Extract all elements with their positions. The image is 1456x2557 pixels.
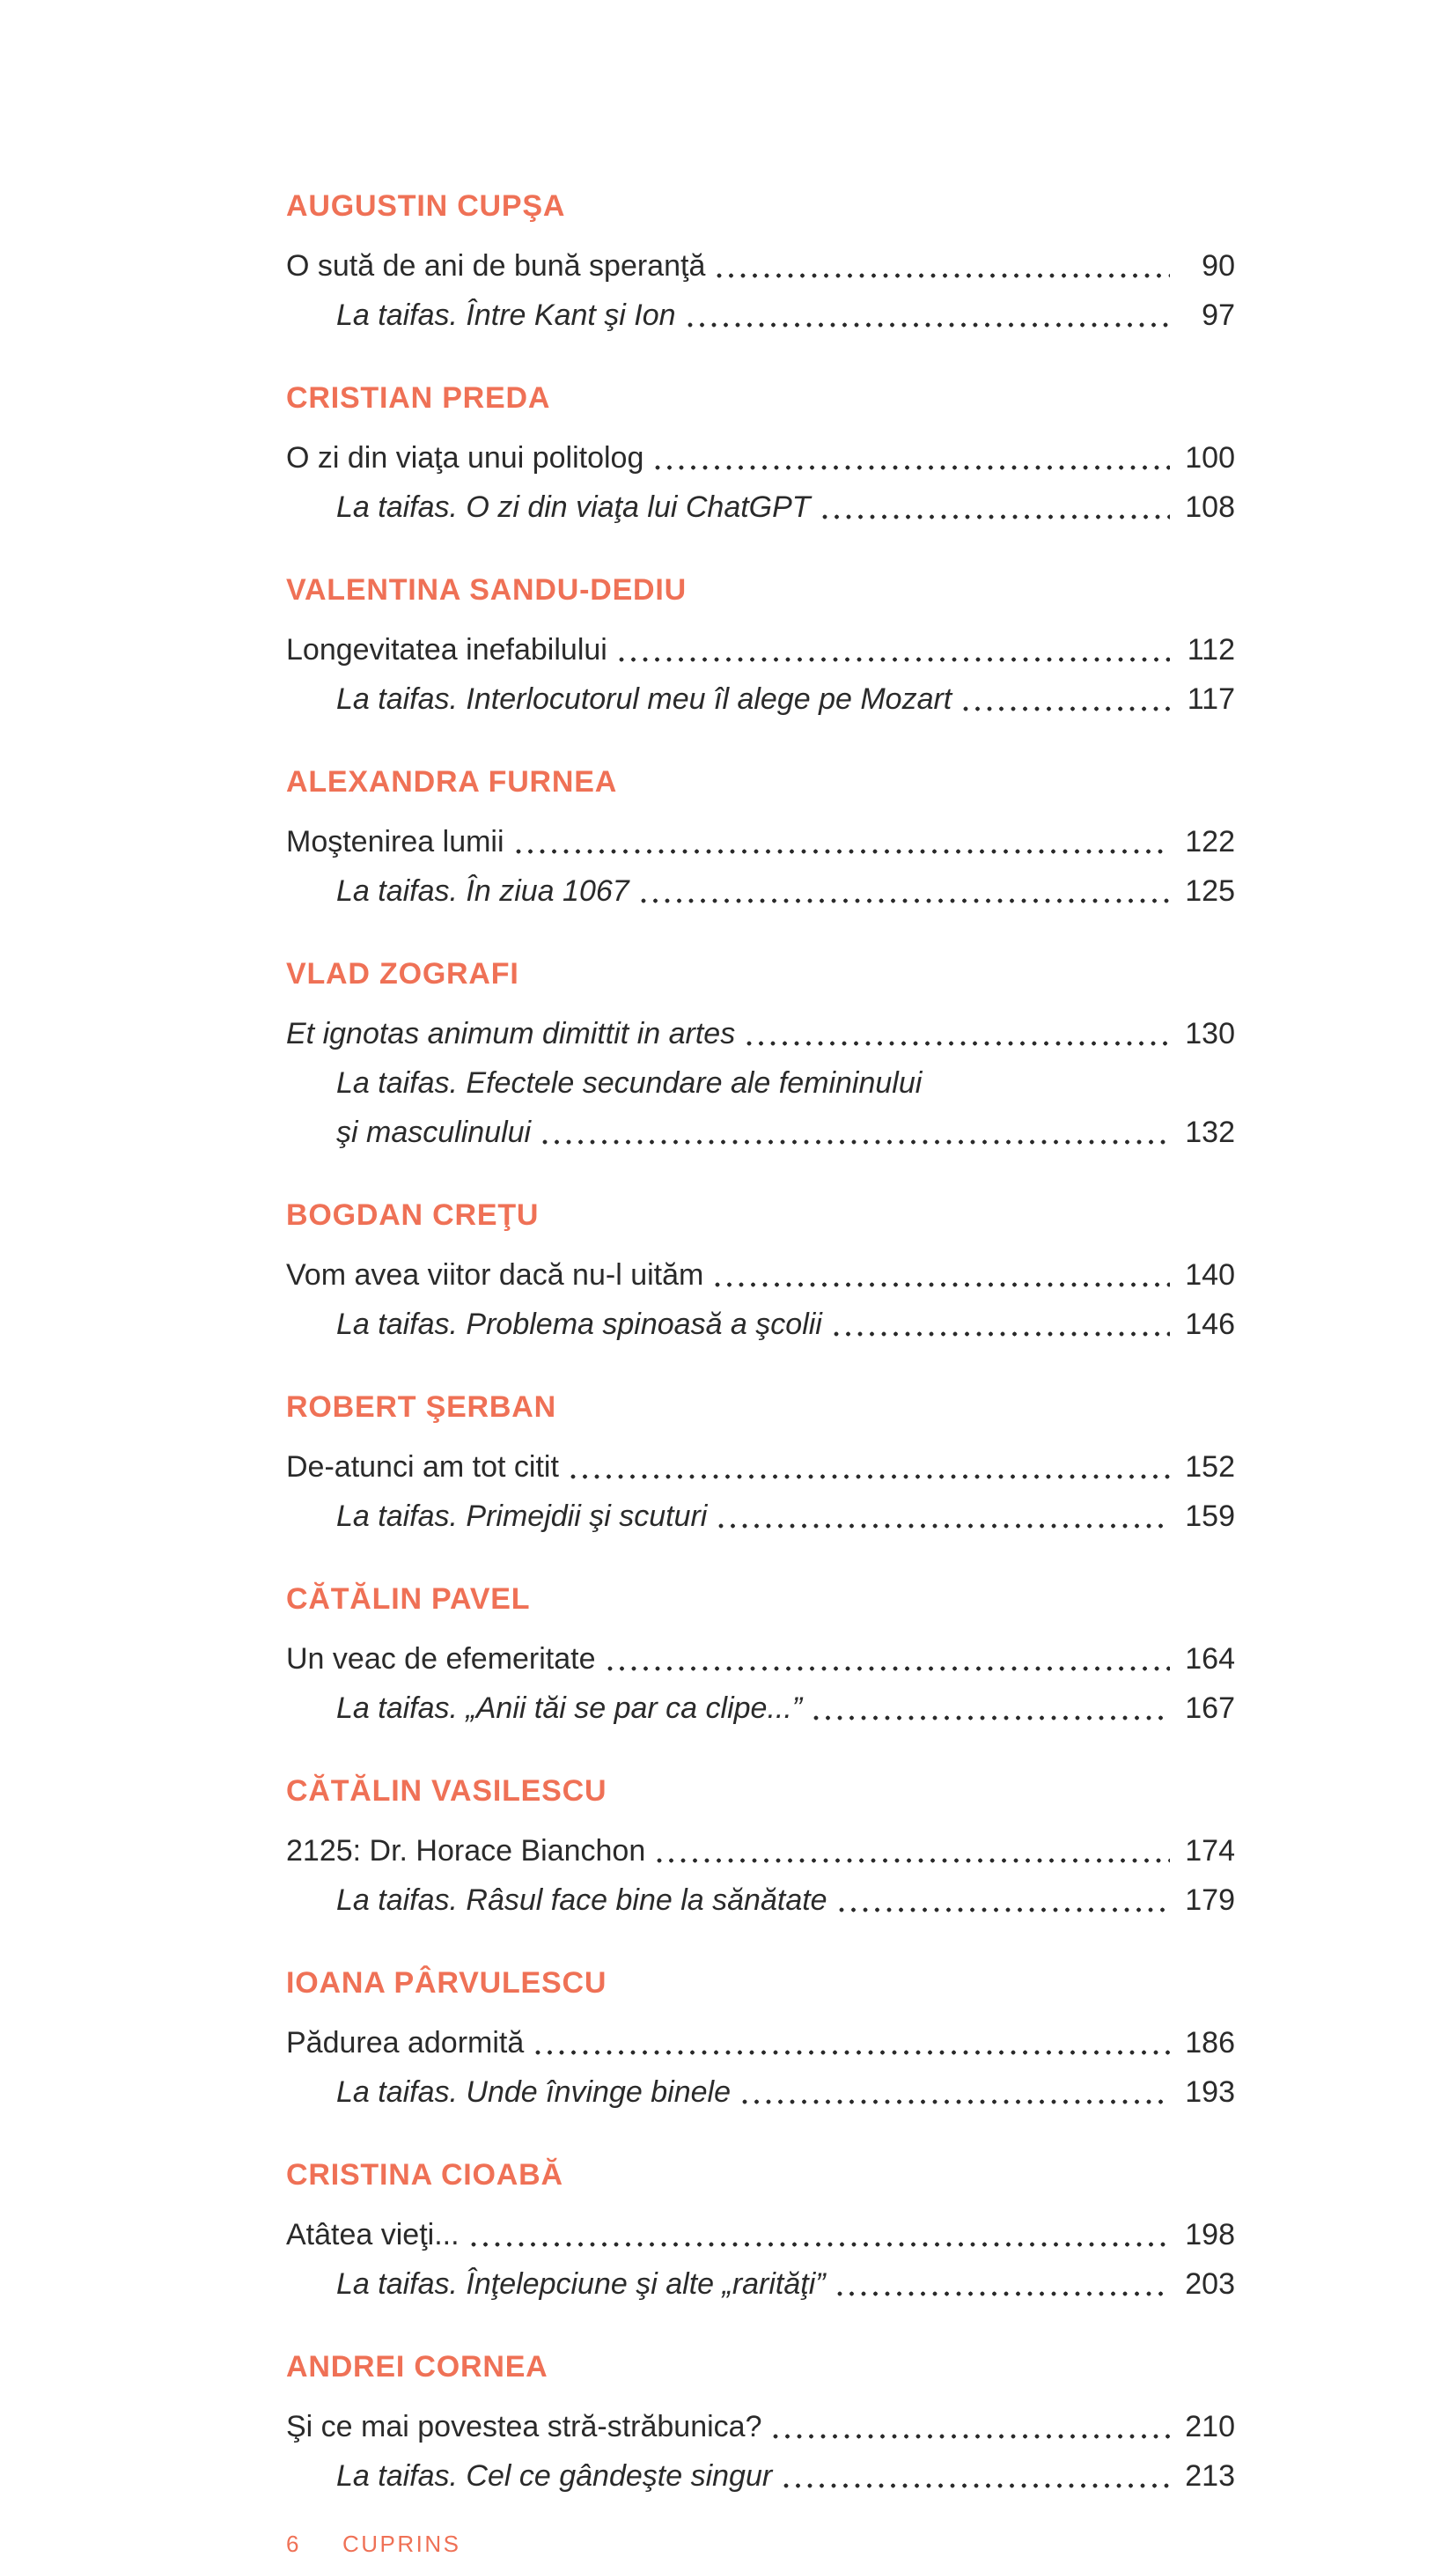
entry-title: La taifas. Unde învinge binele [336,2075,731,2109]
toc-entry-line [286,625,1235,674]
toc-section [286,1197,1235,1349]
dot-leader [515,848,1170,855]
entry-page-number: 174 [1185,1834,1235,1868]
entry-page-number: 125 [1185,874,1235,908]
entry-title: O zi din viaţa unui politolog [286,441,644,475]
dot-leader [716,272,1170,279]
entry-title: O sută de ani de bună speranţă [286,249,706,283]
toc-section [286,188,1235,340]
author-name: IOANA PÂRVULESCU [286,1966,607,2000]
entry-page-number: 213 [1185,2459,1235,2493]
author-name: CRISTINA CIOABĂ [286,2158,563,2192]
toc-entry-line [286,1442,1235,1492]
entry-title: La taifas. Râsul face bine la sănătate [336,1883,827,1917]
toc-entry-line [336,1058,1235,1108]
toc-section [286,2349,1235,2501]
entry-title: Et ignotas animum dimittit in artes [286,1017,736,1050]
dot-leader [833,1330,1170,1337]
toc-entry-line [286,2402,1235,2451]
toc-entry-line [286,1634,1235,1684]
toc-entry-line [336,2259,1235,2309]
dot-leader [772,2433,1170,2440]
toc-entry-line [286,1826,1235,1875]
toc-section [286,1773,1235,1925]
entry-page-number: 159 [1185,1500,1235,1533]
toc-entry-line [336,1875,1235,1925]
entry-page-number: 186 [1185,2026,1235,2060]
footer-chapter-label: CUPRINS [342,2531,461,2557]
entry-page-number: 100 [1185,441,1235,475]
toc-entry-line [336,291,1235,340]
entry-title: De-atunci am tot citit [286,1450,559,1484]
toc-section [286,1389,1235,1541]
entry-title: La taifas. În ziua 1067 [336,874,629,908]
entry-page-number: 130 [1185,1017,1235,1050]
toc-section [286,1965,1235,2117]
toc-entry-line [336,866,1235,916]
entry-page-number: 90 [1202,249,1235,283]
entry-title: La taifas. Efectele secundare ale femininului [336,1066,923,1100]
entry-title: Atâtea vieţi... [286,2218,460,2251]
entry-title: Vom avea viitor dacă nu-l uităm [286,1258,704,1292]
entry-title: La taifas. Între Kant şi Ion [336,298,676,332]
dot-leader [541,1138,1170,1146]
entry-page-number: 132 [1185,1116,1235,1149]
toc-entry-line [336,674,1235,724]
toc-entry-line [336,2451,1235,2501]
entry-page-number: 164 [1185,1642,1235,1676]
entry-title: La taifas. Cel ce gândeşte singur [336,2459,773,2493]
toc-entry-line [336,1492,1235,1541]
toc-entry-line [336,1300,1235,1349]
toc-entry-line [286,2018,1235,2067]
author-name: ROBERT ŞERBAN [286,1390,556,1424]
toc-section [286,572,1235,724]
entry-title: Şi ce mai povestea stră-străbunica? [286,2410,762,2443]
toc-section [286,764,1235,916]
entry-page-number: 193 [1185,2075,1235,2109]
toc-list [286,188,1235,2557]
entry-title: şi masculinului [336,1116,532,1149]
author-name: CĂTĂLIN PAVEL [286,1582,531,1616]
page-footer [286,2531,1235,2557]
toc-section [286,380,1235,532]
entry-page-number: 198 [1185,2218,1235,2251]
toc-entry-line [286,1009,1235,1058]
dot-leader [640,897,1170,904]
toc-entry-line [336,1684,1235,1733]
toc-entry-line [336,483,1235,532]
entry-title: La taifas. Primejdii şi scuturi [336,1500,708,1533]
entry-page-number: 152 [1185,1450,1235,1484]
author-name: CRISTIAN PREDA [286,381,551,415]
dot-leader [746,1040,1170,1047]
dot-leader [813,1714,1170,1721]
toc-entry-line [286,433,1235,483]
entry-page-number: 203 [1185,2267,1235,2301]
dot-leader [470,2241,1170,2248]
entry-title: La taifas. „Anii tăi se par ca clipe...” [336,1691,803,1725]
entry-page-number: 97 [1202,298,1235,332]
entry-title: La taifas. Înţelepciune şi alte „rarităţi” [336,2267,826,2301]
author-name: CĂTĂLIN VASILESCU [286,1774,607,1808]
author-name: ANDREI CORNEA [286,2350,548,2384]
toc-entry-line [336,2067,1235,2117]
dot-leader [687,321,1170,328]
author-name: VLAD ZOGRAFI [286,957,519,991]
toc-entry-line [286,241,1235,291]
dot-leader [783,2482,1170,2489]
author-name: BOGDAN CREŢU [286,1198,540,1232]
dot-leader [534,2049,1170,2056]
dot-leader [741,2098,1170,2105]
dot-leader [570,1473,1170,1480]
entry-page-number: 179 [1185,1883,1235,1917]
toc-section [286,1581,1235,1733]
entry-page-number: 140 [1185,1258,1235,1292]
entry-page-number: 108 [1185,490,1235,524]
entry-title: La taifas. Problema spinoasă a şcolii [336,1308,822,1341]
entry-title: Longevitatea inefabilului [286,633,607,667]
entry-page-number: 112 [1187,633,1235,667]
entry-title: Pădurea adormită [286,2026,525,2060]
entry-page-number: 210 [1185,2410,1235,2443]
toc-entry-line [286,1250,1235,1300]
entry-title: Moştenirea lumii [286,825,504,858]
entry-page-number: 167 [1185,1691,1235,1725]
author-name: AUGUSTIN CUPŞA [286,189,566,223]
entry-title: La taifas. Interlocutorul meu îl alege pe Mozart [336,682,952,716]
dot-leader [656,1857,1170,1864]
entry-page-number: 117 [1187,682,1235,716]
dot-leader [714,1281,1170,1288]
entry-title: 2125: Dr. Horace Bianchon [286,1834,646,1868]
toc-section [286,956,1235,1157]
entry-title: La taifas. O zi din viaţa lui ChatGPT [336,490,811,524]
toc-entry-line [336,1108,1235,1157]
author-name: ALEXANDRA FURNEA [286,765,618,799]
toc-section [286,2157,1235,2309]
entry-title: Un veac de efemeritate [286,1642,596,1676]
entry-page-number: 146 [1185,1308,1235,1341]
dot-leader [838,1906,1170,1913]
entry-page-number: 122 [1185,825,1235,858]
dot-leader [821,513,1170,520]
dot-leader [618,656,1170,663]
toc-entry-line [286,2210,1235,2259]
dot-leader [962,705,1170,712]
dot-leader [836,2290,1170,2297]
author-name: VALENTINA SANDU-DEDIU [286,573,688,607]
footer-page-number: 6 [286,2531,299,2557]
dot-leader [717,1522,1170,1529]
toc-entry-line [286,817,1235,866]
dot-leader [607,1665,1170,1672]
dot-leader [654,464,1170,471]
